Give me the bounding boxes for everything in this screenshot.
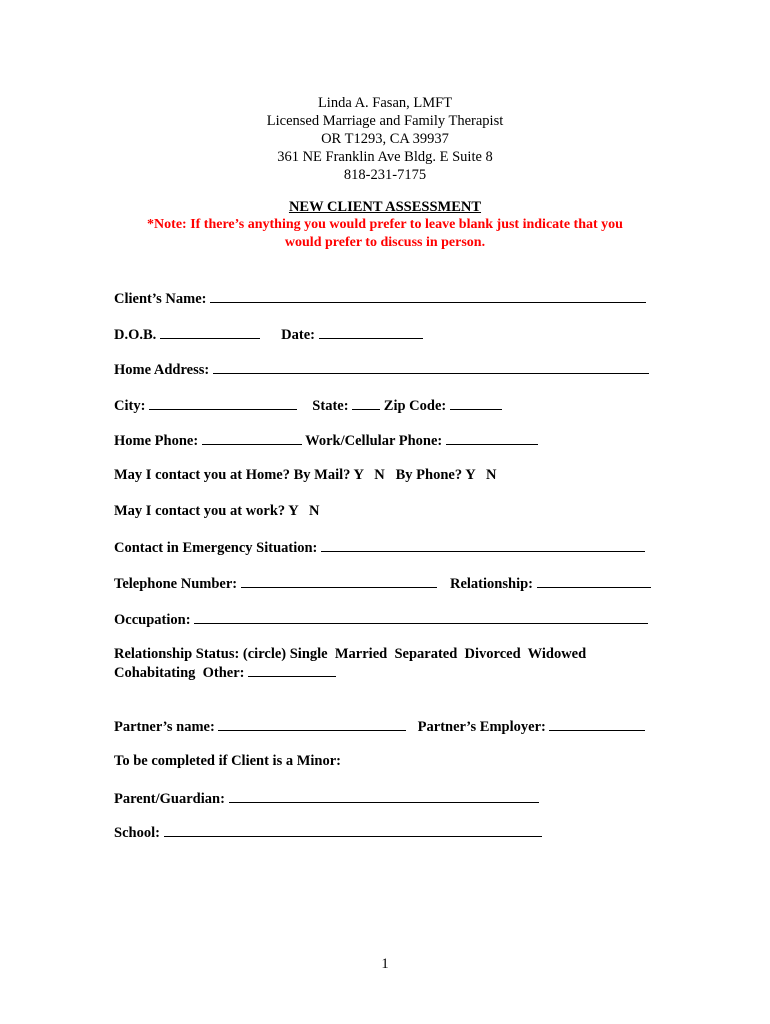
phone-row	[114, 430, 538, 450]
zip-field[interactable]	[450, 395, 502, 410]
telephone-relationship-row	[114, 573, 651, 593]
office-phone: 818-231-7175	[343, 167, 427, 183]
partner-employer-field[interactable]	[549, 716, 645, 731]
partner-name-field[interactable]	[218, 716, 406, 731]
city-label: City:	[114, 398, 146, 414]
minor-heading-row	[114, 752, 341, 770]
work-phone-label: Work/Cellular Phone:	[305, 433, 443, 449]
zip-label: Zip Code:	[383, 398, 447, 414]
telephone-number-label: Telephone Number:	[114, 576, 238, 592]
note-line-1: *Note: If there’s anything you would prefer to leave blank just indicate that you	[147, 217, 623, 232]
state-label: State:	[312, 398, 349, 414]
school-label: School:	[114, 825, 160, 841]
page-number: 1	[381, 956, 389, 972]
home-address-field[interactable]	[213, 359, 649, 374]
occupation-row	[114, 609, 648, 629]
other-status-field[interactable]	[248, 662, 336, 677]
emergency-contact-field[interactable]	[321, 537, 645, 552]
home-address-label: Home Address:	[114, 362, 210, 378]
occupation-field[interactable]	[194, 609, 648, 624]
work-phone-field[interactable]	[446, 430, 538, 445]
relationship-status-row	[114, 645, 586, 663]
contact-home-row	[114, 466, 496, 484]
date-label: Date:	[281, 327, 315, 343]
city-field[interactable]	[149, 395, 297, 410]
client-name-row	[114, 288, 646, 308]
home-address-row	[114, 359, 649, 379]
relationship-field[interactable]	[537, 573, 651, 588]
cohabitating-row	[114, 662, 336, 682]
therapist-name: Linda A. Fasan, LMFT	[317, 95, 453, 111]
client-name-label: Client’s Name:	[114, 291, 207, 307]
dob-label: D.O.B.	[114, 327, 157, 343]
therapist-credential: Licensed Marriage and Family Therapist	[266, 113, 504, 129]
parent-guardian-label: Parent/Guardian:	[114, 791, 225, 807]
license-numbers: OR T1293, CA 39937	[321, 131, 449, 147]
telephone-number-field[interactable]	[241, 573, 437, 588]
relationship-status-options: Relationship Status: (circle) Single Married Separated Divorced Widowed	[114, 646, 587, 662]
school-row	[114, 822, 542, 842]
parent-guardian-field[interactable]	[229, 788, 539, 803]
partner-row	[114, 716, 645, 736]
state-field[interactable]	[352, 395, 380, 410]
minor-section-heading: To be completed if Client is a Minor:	[114, 753, 342, 769]
contact-home-question: May I contact you at Home? By Mail? Y N By Phone? Y N	[114, 467, 497, 483]
office-address: 361 NE Franklin Ave Bldg. E Suite 8	[277, 149, 493, 165]
partner-name-label: Partner’s name:	[114, 719, 215, 735]
contact-work-question: May I contact you at work? Y N	[114, 503, 320, 519]
relationship-label: Relationship:	[450, 576, 533, 592]
home-phone-label: Home Phone:	[114, 433, 199, 449]
cohabitating-other-label: Cohabitating Other:	[114, 665, 245, 681]
home-phone-field[interactable]	[202, 430, 302, 445]
client-name-field[interactable]	[210, 288, 646, 303]
form-title: NEW CLIENT ASSESSMENT	[288, 199, 482, 215]
school-field[interactable]	[164, 822, 542, 837]
red-note	[120, 216, 650, 252]
parent-guardian-row	[114, 788, 539, 808]
emergency-contact-row	[114, 537, 645, 557]
occupation-label: Occupation:	[114, 612, 191, 628]
partner-employer-label: Partner’s Employer:	[417, 719, 546, 735]
dob-date-row	[114, 324, 423, 344]
letterhead	[0, 94, 770, 184]
dob-field[interactable]	[160, 324, 260, 339]
city-state-zip-row	[114, 395, 502, 415]
note-line-2: would prefer to discuss in person.	[284, 235, 486, 250]
emergency-contact-label: Contact in Emergency Situation:	[114, 540, 318, 556]
date-field[interactable]	[319, 324, 423, 339]
contact-work-row	[114, 502, 320, 520]
